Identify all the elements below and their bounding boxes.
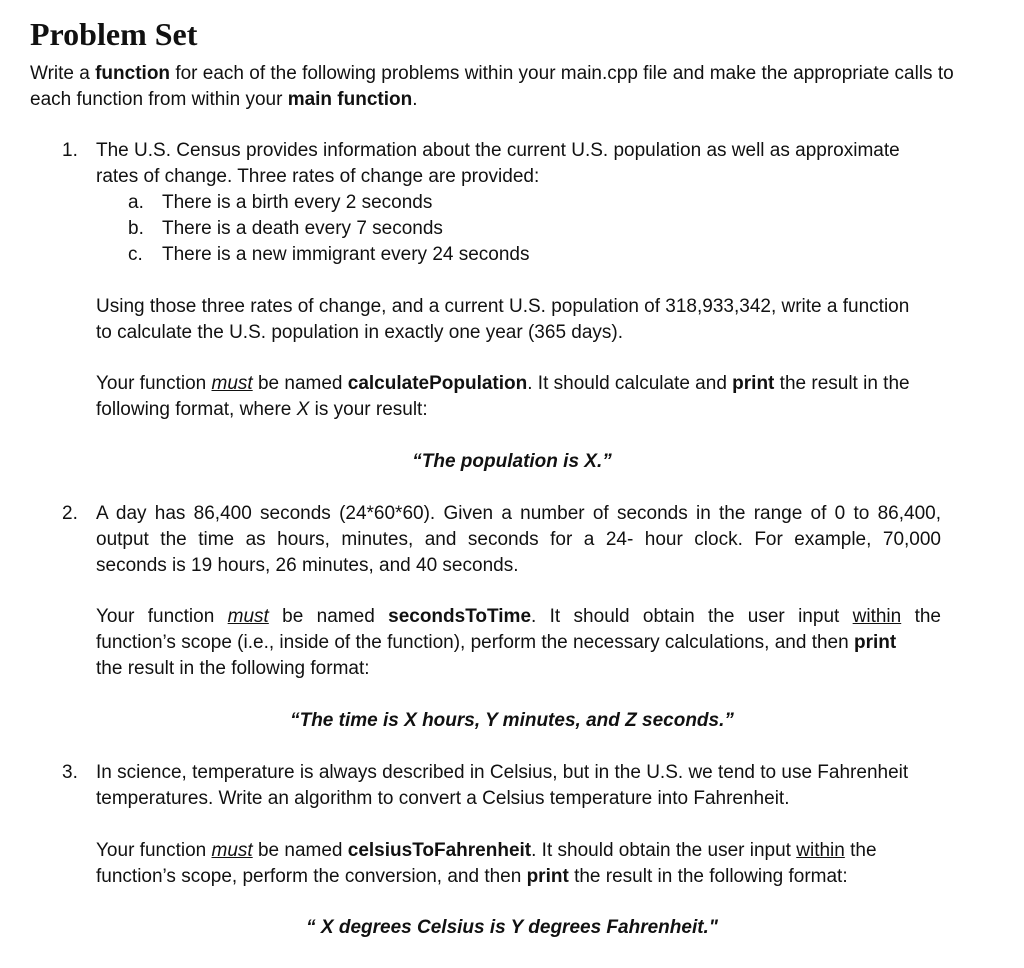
- requirement-line: [96, 838, 877, 864]
- req-text: be named: [268, 606, 389, 627]
- problem-text-line: In science, temperature is always described in Celsius, but in the U.S. we tend to use Fahrenheit: [96, 762, 909, 783]
- req-within: within: [852, 606, 902, 627]
- output-format: “The time is X hours, Y minutes, and Z seconds.”: [290, 710, 734, 731]
- requirement-line: [96, 397, 428, 423]
- req-text: function’s scope, perform the conversion, and then: [96, 866, 527, 887]
- req-text: Your function: [96, 606, 228, 627]
- requirement-line: the result in the following format:: [96, 658, 370, 679]
- problem-text-line: to calculate the U.S. population in exactly one year (365 days).: [96, 322, 624, 343]
- requirement-line: [96, 630, 896, 656]
- req-x: X: [296, 399, 310, 420]
- requirement-line: [96, 864, 848, 890]
- subitem-text: There is a birth every 2 seconds: [162, 192, 433, 213]
- problem-text-line: output the time as hours, minutes, and seconds for a 24- hour clock. For example, 70,000: [96, 529, 941, 550]
- subitem-text: There is a death every 7 seconds: [162, 218, 443, 239]
- output-format: “ X degrees Celsius is Y degrees Fahrenheit.": [306, 917, 718, 938]
- req-must: must: [227, 606, 269, 627]
- requirement-line: [96, 371, 910, 397]
- requirement-line: [96, 604, 941, 630]
- req-text: the result in the following format:: [568, 866, 848, 887]
- problem-text-line: The U.S. Census provides information about the current U.S. population as well as approximate: [96, 140, 900, 161]
- req-must: must: [211, 840, 253, 861]
- req-text: function’s scope (i.e., inside of the function), perform the necessary calculations, and then: [96, 632, 854, 653]
- function-name: celsiusToFahrenheit: [347, 840, 532, 861]
- problem-number: 1.: [62, 140, 78, 161]
- page-title: Problem Set: [30, 16, 198, 52]
- req-text: be named: [252, 840, 348, 861]
- intro-paragraph: [30, 61, 990, 113]
- problem-text-line: rates of change. Three rates of change are provided:: [96, 166, 540, 187]
- req-text: be named: [252, 373, 348, 394]
- req-text: the: [844, 840, 877, 861]
- intro-bold-function: function: [95, 63, 171, 84]
- req-print: print: [853, 632, 897, 653]
- problem-number: 2.: [62, 503, 78, 524]
- subitem-letter: a.: [128, 192, 144, 213]
- req-text: following format, where: [96, 399, 297, 420]
- req-text: Your function: [96, 373, 212, 394]
- req-must: must: [211, 373, 253, 394]
- problem-text-line: Using those three rates of change, and a current U.S. population of 318,933,342, write a function: [96, 296, 910, 317]
- problem-number: 3.: [62, 762, 78, 783]
- req-text: is your result:: [309, 399, 428, 420]
- subitem-text: There is a new immigrant every 24 seconds: [162, 244, 530, 265]
- problem-text-line: temperatures. Write an algorithm to convert a Celsius temperature into Fahrenheit.: [96, 788, 790, 809]
- function-name: calculatePopulation: [347, 373, 528, 394]
- intro-text: Write a: [30, 63, 96, 84]
- req-text: the result in the: [774, 373, 910, 394]
- subitem-letter: c.: [128, 244, 143, 265]
- req-text: . It should obtain the user input: [531, 606, 853, 627]
- intro-text: for each of the following problems within your main.cpp file and make the appropriate calls to each function from within your: [30, 63, 954, 110]
- req-text: . It should obtain the user input: [531, 840, 797, 861]
- intro-bold-main: main function: [287, 89, 413, 110]
- problem-text-line: A day has 86,400 seconds (24*60*60). Given a number of seconds in the range of 0 to 86,400,: [96, 503, 941, 524]
- req-print: print: [526, 866, 569, 887]
- function-name: secondsToTime: [388, 606, 532, 627]
- problem-text-line: seconds is 19 hours, 26 minutes, and 40 seconds.: [96, 555, 519, 576]
- req-text: . It should calculate and: [527, 373, 733, 394]
- req-text: Your function: [96, 840, 212, 861]
- intro-text: .: [412, 89, 418, 110]
- output-format: “The population is X.”: [412, 451, 612, 472]
- req-text: the: [901, 606, 941, 627]
- subitem-letter: b.: [128, 218, 144, 239]
- req-print: print: [732, 373, 775, 394]
- req-within: within: [796, 840, 845, 861]
